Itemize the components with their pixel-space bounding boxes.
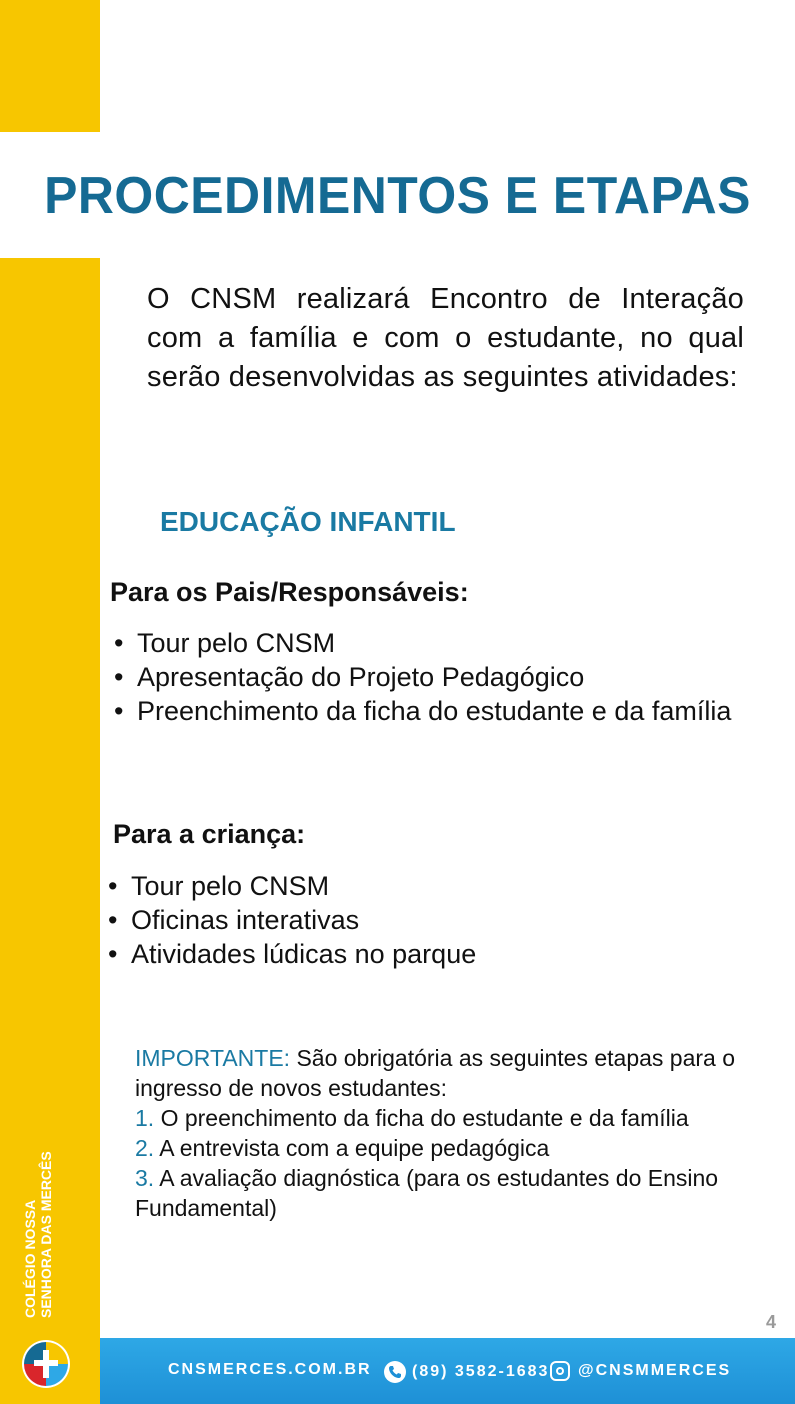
instagram-text: @CNSMMERCES <box>578 1362 732 1379</box>
phone-text: (89) 3582-1683 <box>412 1363 550 1380</box>
phone-icon <box>384 1361 406 1383</box>
step-number: 2. <box>135 1135 155 1161</box>
list-item: • Oficinas interativas <box>106 903 726 937</box>
step-number: 1. <box>135 1105 155 1131</box>
important-label: IMPORTANTE: <box>135 1045 291 1071</box>
child-heading: Para a criança: <box>113 819 306 849</box>
step-text: A avaliação diagnóstica (para os estudantes do Ensino Fundamental) <box>135 1165 719 1221</box>
list-item: • Tour pelo CNSM <box>106 869 726 903</box>
step-text: O preenchimento da ficha do estudante e da família <box>154 1105 689 1131</box>
school-name-vertical <box>22 1151 54 1318</box>
list-item: • Apresentação do Projeto Pedagógico <box>112 660 732 694</box>
school-name-line: COLÉGIO NOSSA <box>22 1199 38 1318</box>
parents-heading: Para os Pais/Responsáveis: <box>110 577 469 607</box>
intro-paragraph: O CNSM realizará Encontro de Interação com a família e com o estudante, no qual serão desenvolvidas as seguintes atividades: <box>147 283 744 393</box>
instagram-link[interactable] <box>550 1361 731 1381</box>
top-accent-bar <box>0 0 100 132</box>
step-number: 3. <box>135 1165 155 1191</box>
list-item: • Atividades lúdicas no parque <box>106 937 726 971</box>
school-logo <box>20 1338 72 1390</box>
important-notice <box>135 1043 775 1223</box>
list-item: • Preenchimento da ficha do estudante e da família <box>112 694 732 728</box>
child-list <box>106 869 726 971</box>
section-title: EDUCAÇÃO INFANTIL <box>160 506 456 537</box>
website-link[interactable] <box>168 1361 372 1379</box>
list-item: • Tour pelo CNSM <box>112 626 732 660</box>
step-text: A entrevista com a equipe pedagógica <box>154 1135 550 1161</box>
page-title: PROCEDIMENTOS E ETAPAS <box>44 167 751 225</box>
phone-link[interactable] <box>384 1361 549 1383</box>
website-text: CNSMERCES.COM.BR <box>168 1361 372 1378</box>
page-number: 4 <box>766 1312 777 1332</box>
school-name-line: SENHORA DAS MERCÊS <box>38 1151 54 1318</box>
parents-list <box>112 626 732 728</box>
footer-bar <box>100 1338 795 1404</box>
important-text: São obrigatória as seguintes etapas para o ingresso de novos estudantes: <box>135 1045 736 1101</box>
instagram-icon <box>550 1361 570 1381</box>
